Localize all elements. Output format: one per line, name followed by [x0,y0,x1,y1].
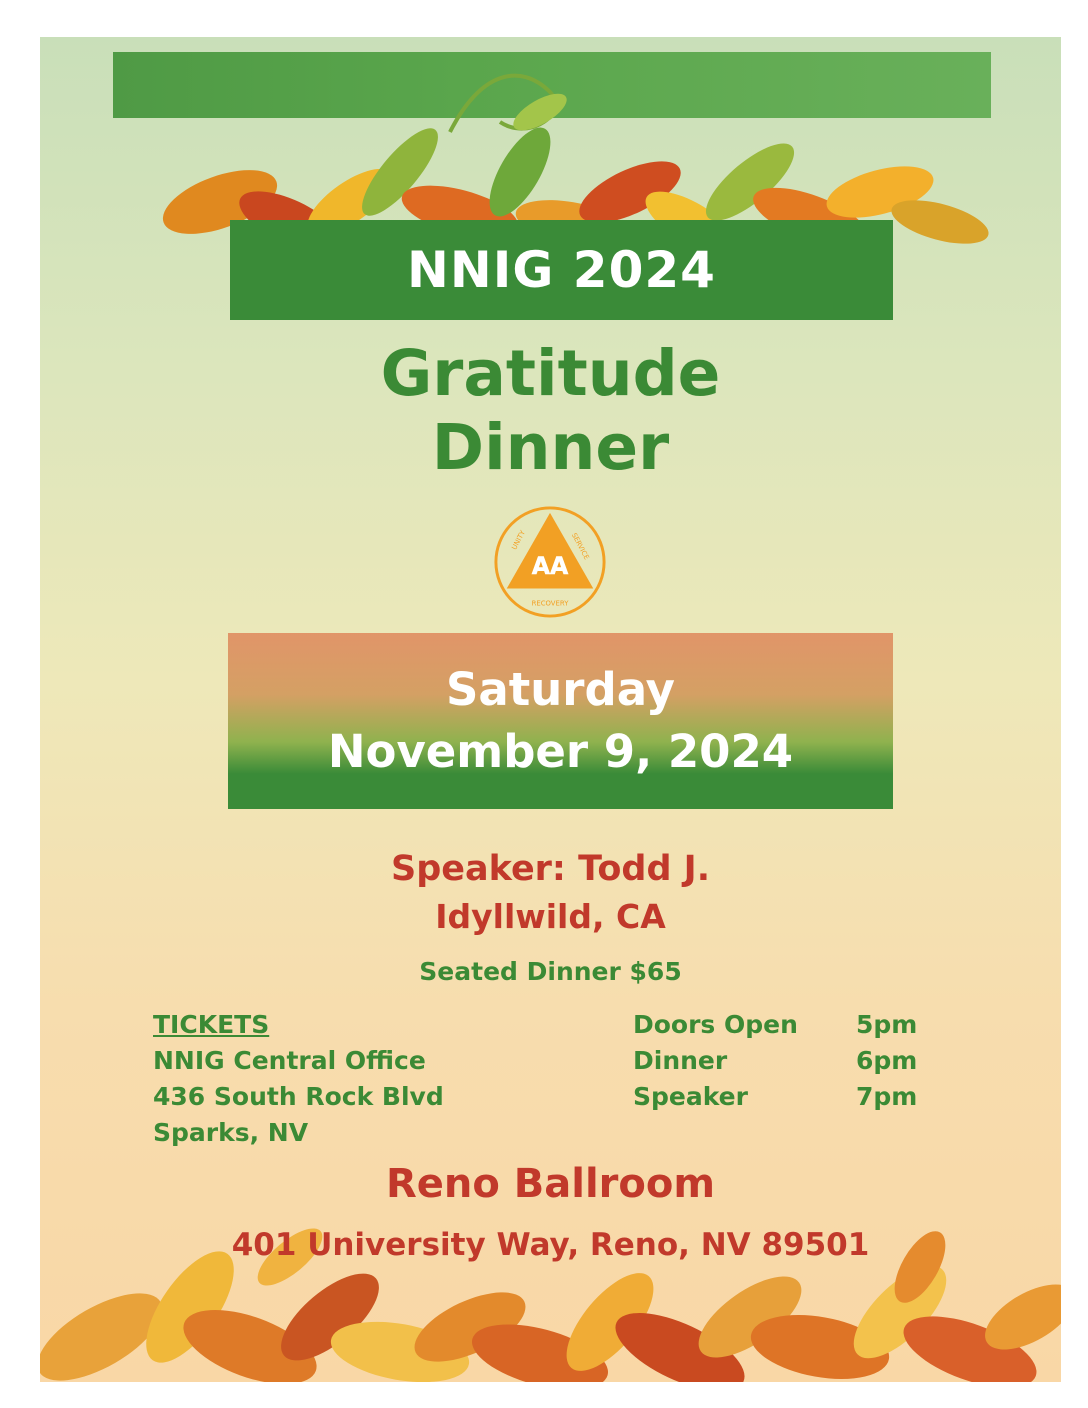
date-box [228,633,893,809]
speaker-name: Speaker: Todd J. [390,849,711,889]
tickets-info [153,1007,444,1151]
event-title-line2: Dinner [431,411,670,484]
event-day: Saturday [445,663,676,716]
aa-logo-icon [491,503,609,621]
event-date: November 9, 2024 [327,725,794,778]
schedule-event: Speaker [633,1082,748,1111]
schedule-time: 6pm [856,1046,918,1075]
flyer [40,37,1061,1382]
logo-word-service: SERVICE [569,531,591,561]
tickets-line: Sparks, NV [153,1118,309,1147]
venue-address: 401 University Way, Reno, NV 89501 [231,1227,870,1263]
seated-dinner-price: Seated Dinner $65 [419,957,682,986]
schedule-event: Dinner [633,1046,728,1075]
logo-word-unity: UNITY [510,529,528,552]
schedule-time: 5pm [856,1010,918,1039]
banner-title: NNIG 2024 [407,241,716,299]
speaker-location: Idyllwild, CA [435,897,666,936]
schedule-row [633,1007,917,1043]
schedule-row [633,1043,917,1079]
tickets-line: NNIG Central Office [153,1046,426,1075]
schedule [633,1007,917,1115]
schedule-time: 7pm [856,1082,918,1111]
title-banner [230,220,893,320]
autumn-leaves-bottom-decoration [40,1187,1061,1382]
logo-center-text: AA [531,551,569,580]
venue-name: Reno Ballroom [385,1161,716,1207]
schedule-row [633,1079,917,1115]
tickets-line: 436 South Rock Blvd [153,1082,444,1111]
logo-word-recovery: RECOVERY [531,599,569,608]
event-title-line1: Gratitude [380,337,721,410]
schedule-event: Doors Open [633,1010,798,1039]
tickets-heading: TICKETS [153,1010,270,1039]
